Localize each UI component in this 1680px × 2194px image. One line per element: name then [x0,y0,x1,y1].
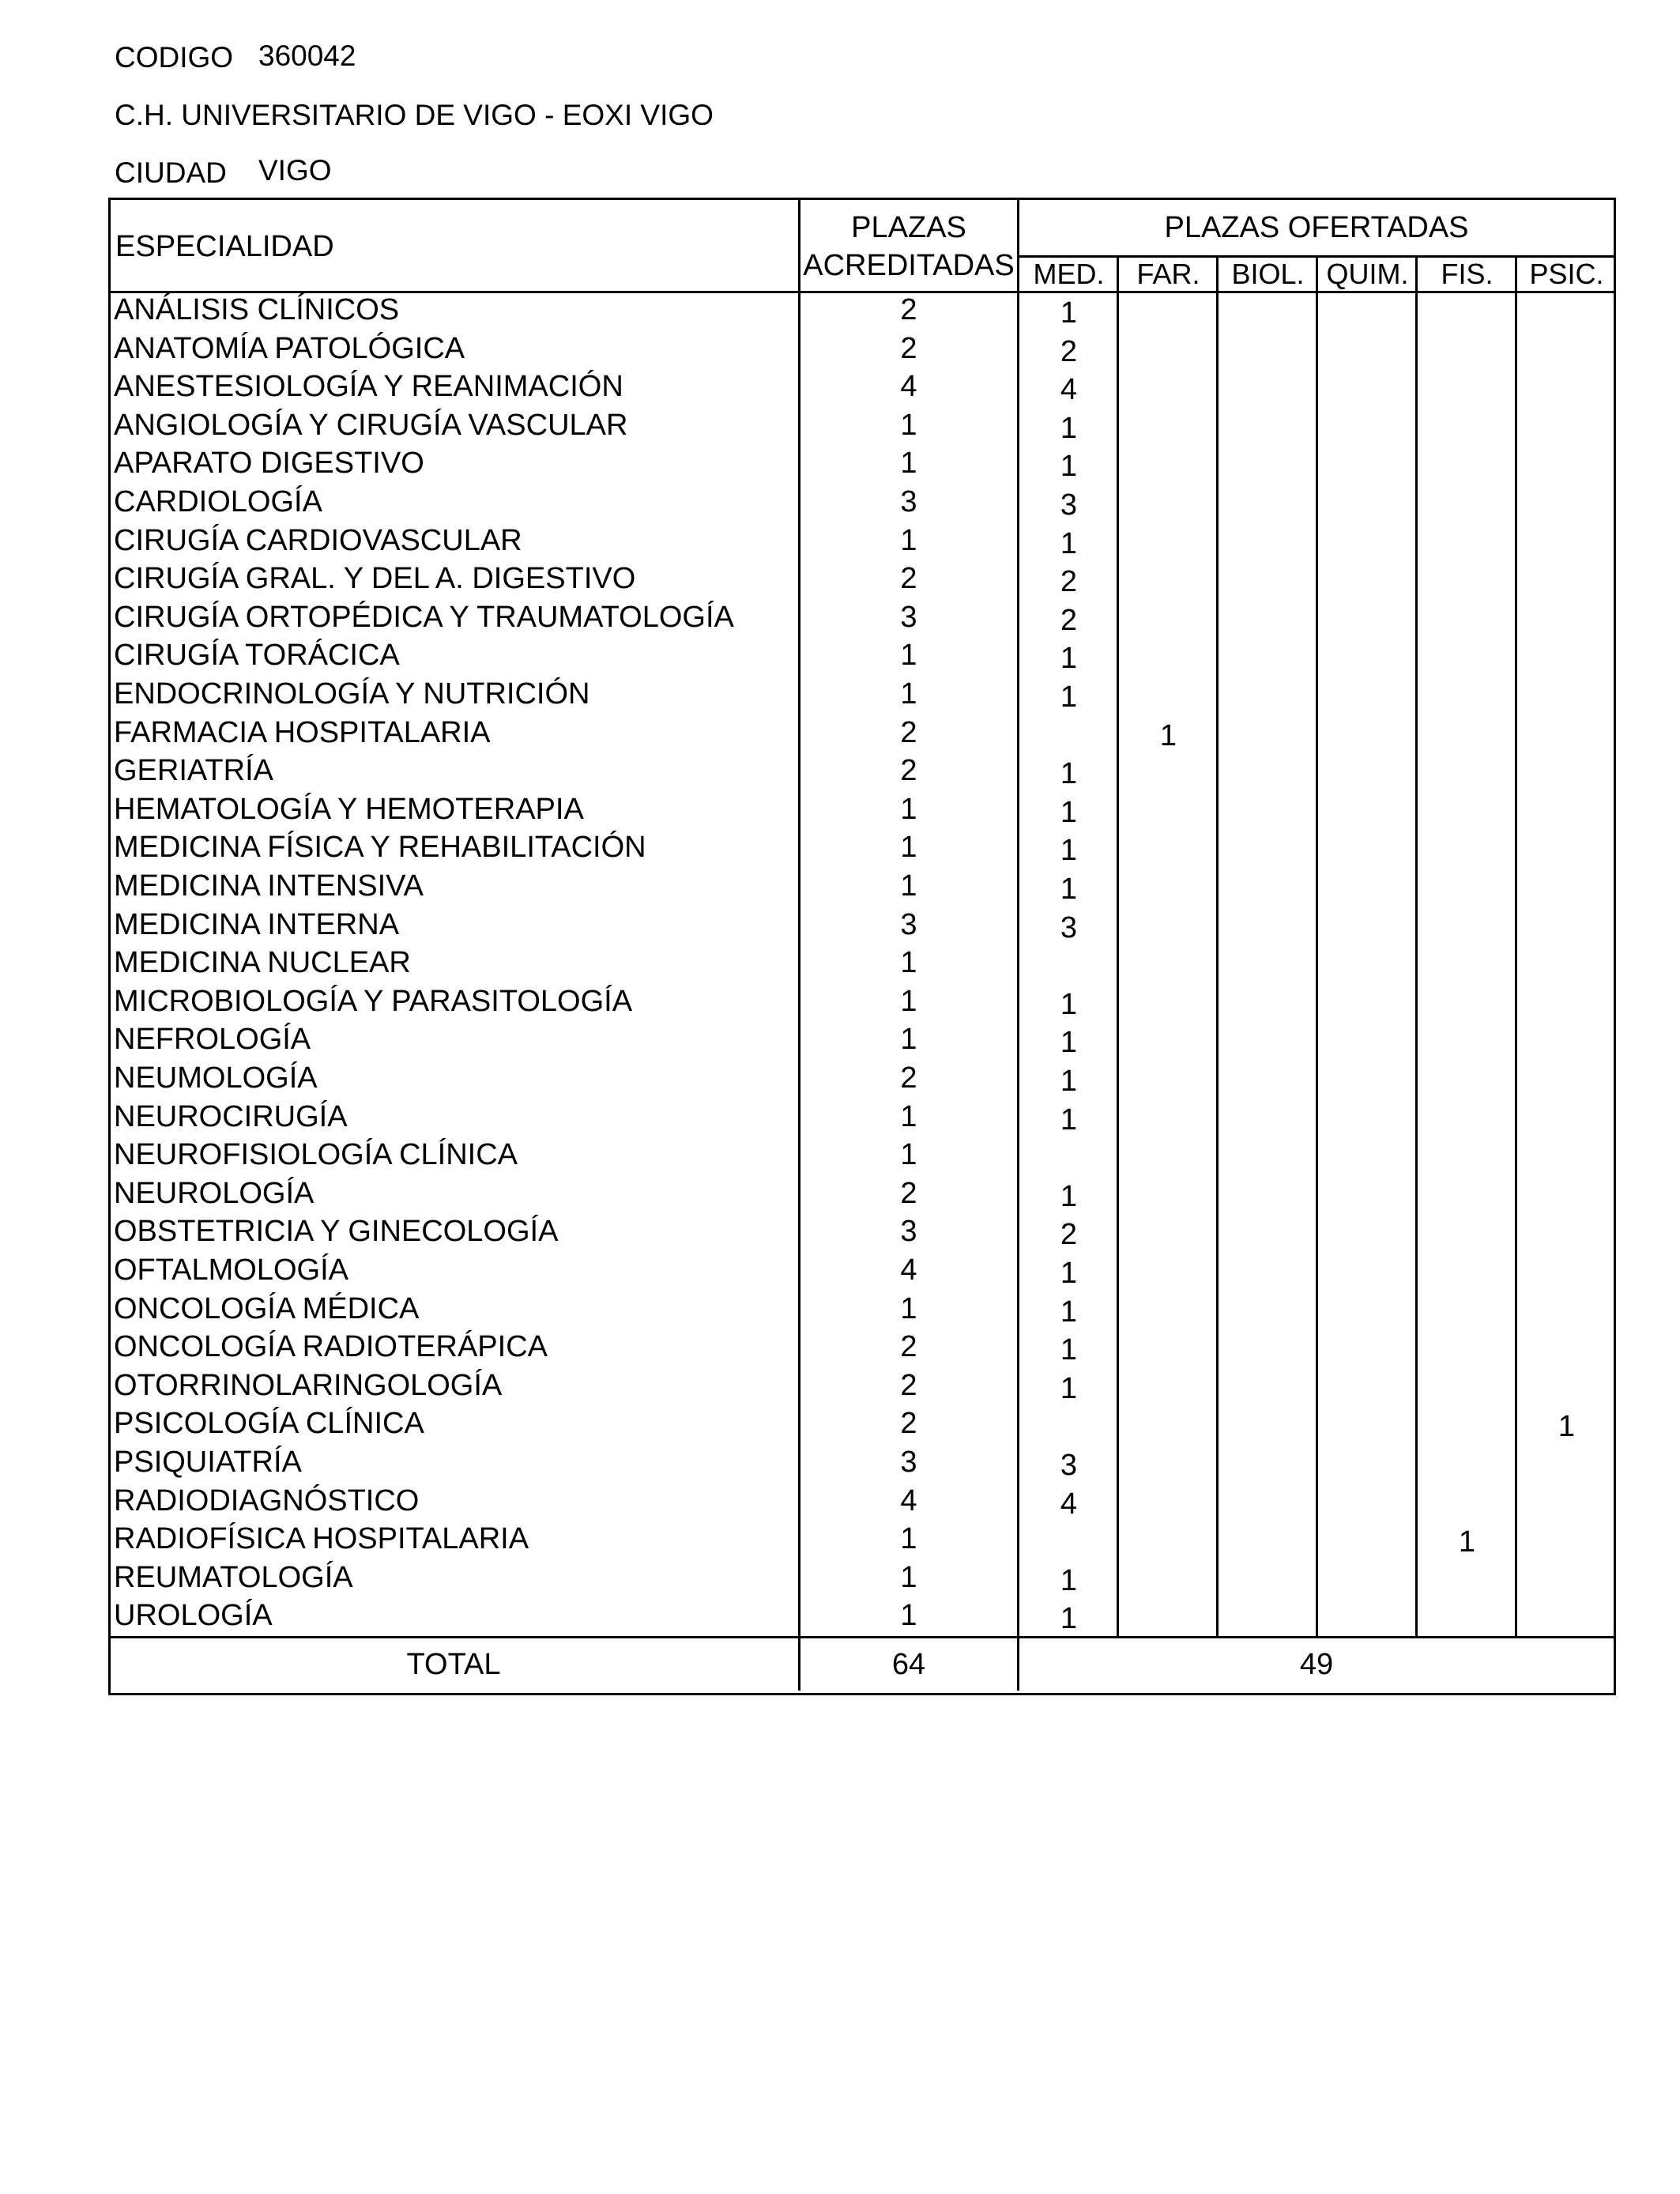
acreditadas-value: 2 [900,1368,917,1402]
acreditadas-value: 1 [900,408,917,442]
total-ofertadas: 49 [1299,1648,1334,1681]
ofertadas-med-value: 1 [1060,526,1078,560]
codigo-value: 360042 [258,40,356,72]
acreditadas-value: 3 [900,907,917,941]
especialidad-name: HEMATOLOGÍA Y HEMOTERAPIA [114,792,584,826]
ofertadas-med-value: 2 [1060,334,1078,368]
acreditadas-value: 1 [900,677,917,711]
acreditadas-value: 1 [900,869,917,903]
acreditadas-value: 4 [900,1253,917,1287]
ofertadas-med-value: 1 [1060,1371,1078,1405]
especialidad-name: GERIATRÍA [114,754,273,788]
acreditadas-value: 1 [900,639,917,673]
acreditadas-value: 1 [900,984,917,1018]
ofertadas-med-value: 4 [1060,1487,1078,1521]
ofertadas-med-value: 1 [1060,1065,1078,1098]
especialidad-name: MEDICINA NUCLEAR [114,946,411,980]
acreditadas-value: 1 [900,946,917,980]
especialidad-name: RADIODIAGNÓSTICO [114,1483,420,1517]
ofertadas-med-value: 3 [1060,910,1078,944]
especialidad-name: NEUMOLOGÍA [114,1061,318,1095]
acreditadas-value: 2 [900,754,917,788]
acreditadas-value: 2 [900,1407,917,1441]
acreditadas-value: 3 [900,600,917,634]
subheader-fis: FIS. [1441,258,1494,290]
especialidad-name: ONCOLOGÍA MÉDICA [114,1291,420,1325]
subheader-far: FAR. [1136,258,1200,290]
header-mid-rule [1017,255,1614,258]
acreditadas-value: 2 [900,293,917,326]
especialidad-name: ANATOMÍA PATOLÓGICA [114,331,465,365]
acreditadas-value: 1 [900,1023,917,1057]
acreditadas-value: 2 [900,1330,917,1364]
especialidad-name: PSIQUIATRÍA [114,1446,302,1479]
plazas-table [108,198,1616,1695]
codigo-label: CODIGO [115,41,234,74]
especialidad-name: CIRUGÍA ORTOPÉDICA Y TRAUMATOLOGÍA [114,600,734,634]
acreditadas-value: 4 [900,370,917,404]
ofertadas-med-value: 1 [1060,1026,1078,1060]
subheader-biol: BIOL. [1231,258,1305,290]
header-plazas-line1: PLAZAS [851,211,966,244]
header-especialidad: ESPECIALIDAD [115,230,334,263]
ofertadas-med-value: 1 [1060,795,1078,829]
especialidad-name: NEUROCIRUGÍA [114,1099,348,1133]
ofertadas-med-value: 1 [1060,450,1078,484]
especialidad-name: OTORRINOLARINGOLOGÍA [114,1368,503,1402]
ofertadas-med-value: 1 [1060,834,1078,868]
especialidad-name: MEDICINA INTENSIVA [114,869,424,903]
ofertadas-med-value: 1 [1060,987,1078,1021]
especialidad-name: CIRUGÍA GRAL. Y DEL A. DIGESTIVO [114,562,636,596]
ofertadas-med-value: 2 [1060,1218,1078,1252]
ofertadas-med-value: 1 [1060,1333,1078,1367]
especialidad-name: MEDICINA INTERNA [114,907,400,941]
acreditadas-value: 1 [900,831,917,865]
acreditadas-value: 2 [900,562,917,596]
ofertadas-med-value: 1 [1060,411,1078,445]
total-acreditadas: 64 [891,1648,926,1681]
column-divider-sub [1415,255,1418,1636]
acreditadas-value: 2 [900,1176,917,1210]
especialidad-name: NEFROLOGÍA [114,1023,311,1057]
ofertadas-med-value: 1 [1060,1257,1078,1290]
ciudad-label: CIUDAD [115,156,227,189]
header-plazas-ofertadas: PLAZAS OFERTADAS [1164,211,1469,244]
especialidad-name: FARMACIA HOSPITALARIA [114,715,491,749]
especialidad-name: CARDIOLOGÍA [114,485,322,518]
especialidad-name: APARATO DIGESTIVO [114,447,424,481]
especialidad-name: NEUROFISIOLOGÍA CLÍNICA [114,1138,518,1172]
acreditadas-value: 2 [900,331,917,365]
ofertadas-fis-value: 1 [1458,1525,1476,1559]
especialidad-name: ENDOCRINOLOGÍA Y NUTRICIÓN [114,677,590,711]
especialidad-name: RADIOFÍSICA HOSPITALARIA [114,1522,529,1556]
especialidad-name: ANESTESIOLOGÍA Y REANIMACIÓN [114,370,623,404]
ofertadas-med-value: 1 [1060,1103,1078,1137]
ofertadas-med-value: 1 [1060,873,1078,906]
ofertadas-med-value: 3 [1060,1449,1078,1482]
ofertadas-med-value: 4 [1060,373,1078,407]
especialidad-name: UROLOGÍA [114,1599,273,1633]
ofertadas-far-value: 1 [1159,718,1177,752]
acreditadas-value: 1 [900,1138,917,1172]
especialidad-name: NEUROLOGÍA [114,1176,315,1210]
acreditadas-value: 2 [900,715,917,749]
acreditadas-value: 1 [900,447,917,481]
hospital-name: C.H. UNIVERSITARIO DE VIGO - EOXI VIGO [115,99,714,131]
acreditadas-value: 2 [900,1061,917,1095]
total-label: TOTAL [406,1648,501,1681]
especialidad-name: MEDICINA FÍSICA Y REHABILITACIÓN [114,831,646,865]
especialidad-name: ANÁLISIS CLÍNICOS [114,293,400,326]
acreditadas-value: 1 [900,1291,917,1325]
column-divider-sub [1316,255,1318,1636]
especialidad-name: OFTALMOLOGÍA [114,1253,349,1287]
acreditadas-value: 1 [900,1560,917,1594]
ofertadas-med-value: 1 [1060,757,1078,791]
especialidad-name: PSICOLOGÍA CLÍNICA [114,1407,424,1441]
acreditadas-value: 1 [900,1599,917,1633]
ofertadas-med-value: 1 [1060,296,1078,330]
acreditadas-value: 3 [900,485,917,518]
ofertadas-med-value: 1 [1060,1563,1078,1597]
subheader-quim: QUIM. [1326,258,1409,290]
especialidad-name: CIRUGÍA CARDIOVASCULAR [114,523,522,557]
header-plazas-line2: ACREDITADAS [803,249,1015,282]
acreditadas-value: 1 [900,792,917,826]
especialidad-name: ONCOLOGÍA RADIOTERÁPICA [114,1330,548,1364]
ofertadas-med-value: 1 [1060,1295,1078,1329]
especialidad-name: CIRUGÍA TORÁCICA [114,639,400,673]
ofertadas-med-value: 3 [1060,488,1078,522]
acreditadas-value: 1 [900,1522,917,1556]
acreditadas-value: 1 [900,1099,917,1133]
especialidad-name: MICROBIOLOGÍA Y PARASITOLOGÍA [114,984,633,1018]
ofertadas-med-value: 1 [1060,1602,1078,1636]
ofertadas-med-value: 1 [1060,1179,1078,1213]
ofertadas-psic-value: 1 [1558,1410,1576,1444]
acreditadas-value: 3 [900,1215,917,1249]
total-top-rule [108,1636,1614,1638]
acreditadas-value: 3 [900,1446,917,1479]
acreditadas-value: 4 [900,1483,917,1517]
ofertadas-med-value: 1 [1060,642,1078,676]
acreditadas-value: 1 [900,523,917,557]
ciudad-value: VIGO [258,154,332,187]
especialidad-name: ANGIOLOGÍA Y CIRUGÍA VASCULAR [114,408,628,442]
subheader-med: MED. [1033,258,1105,290]
column-divider-sub [1216,255,1219,1636]
ofertadas-med-value: 1 [1060,680,1078,714]
especialidad-name: OBSTETRICIA Y GINECOLOGÍA [114,1215,559,1249]
ofertadas-med-value: 2 [1060,603,1078,637]
subheader-psic: PSIC. [1529,258,1604,290]
ofertadas-med-value: 2 [1060,565,1078,599]
especialidad-name: REUMATOLOGÍA [114,1560,353,1594]
